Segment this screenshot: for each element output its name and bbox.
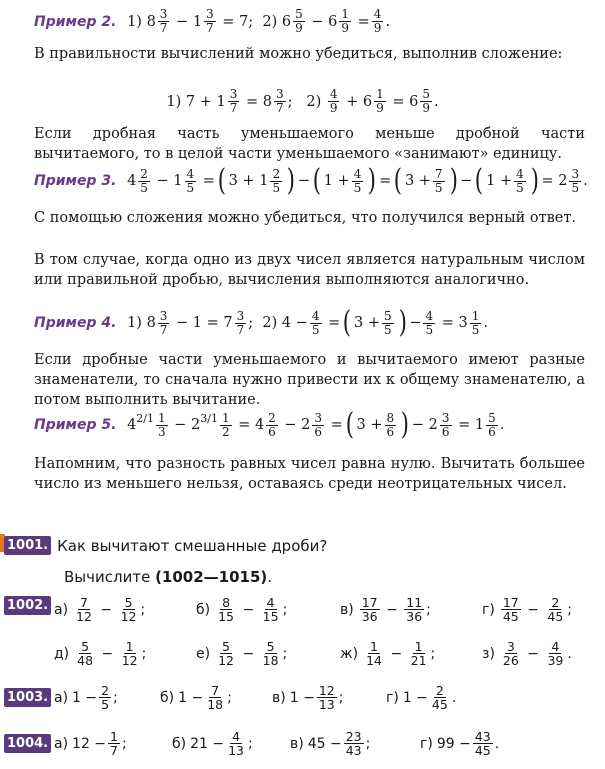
exercise-1004-number: 1004.: [4, 734, 51, 753]
exercise-1002-item: д) 5 48 − $\frac{1}{12}$ ;: [54, 639, 147, 668]
exercise-1003-item: б) 1 − $\frac{7}{18}$ ;: [160, 683, 232, 712]
paragraph-natural: В том случае, когда одно из двух чисел является натуральным числом или правильной дробью, вычисления выполняются аналогично.: [34, 252, 585, 288]
example-4: Пример 4. 1) 8 3 7 − 1 = 7 3 7 ; 2) 4 − $\frac{4}{5}$ = ( 3 + $\frac{5}{5}$ ) − $\frac{4}{5}$ = 3 1 5 .: [34, 305, 488, 340]
check-equations: 1) 7 + 1 $\frac{3}{7}$ = 8 3 7 ; 2) 4 9 + 6 $\frac{1}{9}$ = 6 5 9 .: [166, 87, 439, 115]
question-1001-text: Как вычитают смешанные дроби?: [57, 536, 328, 555]
example-3: Пример 3. 4 2 5 − 1 $\frac{4}{5}$ = ( 3 + 1 2 5 ) − ( 1 + $\frac{4}{5}$ ) = ( 3 + $\frac{7}{5}$ ) − ( 1 + $\frac{4}{5}$ ) = 2 3 5 .: [34, 163, 588, 198]
exercise-1002-item: в) 17 36 − $\frac{11}{36}$ ;: [340, 595, 431, 624]
paragraph-check: В правильности вычислений можно убедиться, выполнив сложение:: [34, 46, 563, 62]
exercise-1004-item: в) 45 − $\frac{23}{43}$ ;: [290, 729, 371, 758]
calc-instruction: Вычислите (1002—1015) .: [64, 568, 273, 586]
exercise-1002-item: а) 7 12 − $\frac{5}{12}$ ;: [54, 595, 146, 624]
exercise-1002-item: е) 5 12 − $\frac{5}{18}$ ;: [196, 639, 288, 668]
example-2-label: Пример 2.: [34, 13, 117, 30]
example-2: Пример 2. 1) 8 3 7 − 1 $\frac{3}{7}$ = 7; 2) 6 5 9 − 6 $\frac{1}{9}$ = $\frac{4}{9}$ .: [34, 7, 391, 35]
example-4-label: Пример 4.: [34, 315, 117, 331]
example-5: Пример 5. 4 2/1 1 3 − 2 3/1 $\frac{1}{2}$ = 4 2 6 − 2 $\frac{3}{6}$ = ( 3 + $\frac{8}{6}$ ) − 2 $\frac{3}{6}$ = 1 5 6 .: [34, 407, 505, 442]
exercise-1004-item: г) 99 − $\frac{43}{45}$ .: [420, 729, 500, 758]
exercise-number-1001: 1001.: [4, 536, 51, 555]
exercise-1002-item: ж) 1 14 − $\frac{1}{21}$ ;: [340, 639, 436, 668]
exercise-1003-item: г) 1 − $\frac{2}{45}$ .: [386, 683, 457, 712]
paragraph-verify: С помощью сложения можно убедиться, что получился верный ответ.: [34, 210, 577, 226]
exercise-1004-item: б) 21 − $\frac{4}{13}$ ;: [172, 729, 253, 758]
exercise-1003-item: а) 1 − $\frac{2}{5}$ ;: [54, 683, 118, 712]
paragraph-zero: Напомним, что разность равных чисел равна нулю. Вычитать большее число из меньшего нельзя, оставаясь среди неотрицательных чисел.: [34, 456, 585, 492]
exercise-1002-number: 1002.: [4, 596, 51, 615]
exercise-1004-item: а) 12 − $\frac{1}{7}$ ;: [54, 729, 127, 758]
example-5-label: Пример 5.: [34, 417, 117, 433]
exercise-1003-number: 1003.: [4, 688, 51, 707]
paragraph-borrow: Если дробная часть уменьшаемого меньше дробной части вычитаемого, то в целой части уменьшаемого «занимают» единицу.: [34, 126, 585, 162]
question-1001: [4, 536, 327, 555]
exercise-1002-item: г) 17 45 − $\frac{2}{45}$ ;: [482, 595, 572, 624]
paragraph-denominators: Если дробные части уменьшаемого и вычитаемого имеют разные знаменатели, то сначала нужно привести их к общему знаменателю, а потом выполнить вычитание.: [34, 352, 585, 408]
exercise-1002-item: б) 8 15 − $\frac{4}{15}$ ;: [196, 595, 288, 624]
exercise-1002-item: з) 3 26 − $\frac{4}{39}$ .: [482, 639, 572, 668]
exercise-1003-item: в) 1 − $\frac{12}{13}$ ;: [272, 683, 344, 712]
example-3-label: Пример 3.: [34, 173, 117, 189]
